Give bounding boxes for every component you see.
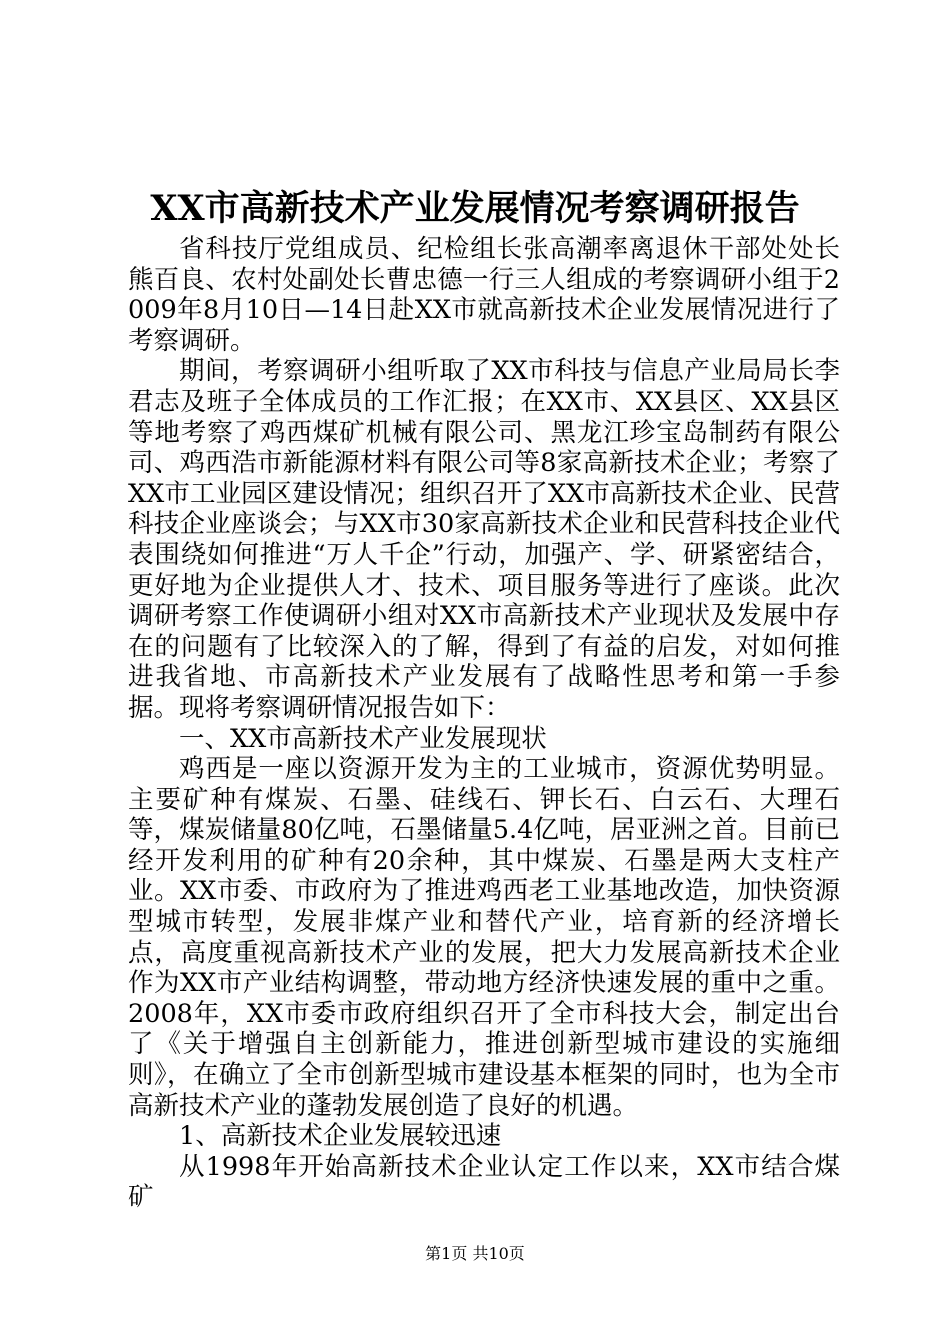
paragraph-investigation: 期间，考察调研小组听取了XX市科技与信息产业局局长李君志及班子全体成员的工作汇报；在XX市、XX县区、XX县区等地考察了鸡西煤矿机械有限公司、黑龙江珍宝岛制药有限公司、鸡西浩市新能源材料有限公司等8家高新技术企业；考察了XX市工业园区建设情况；组织召开了XX市高新技术企业、民营科技企业座谈会；与XX市30家高新技术企业和民营科技企业代表围绕如何推进“万人千企”行动，加强产、学、研紧密结合，更好地为企业提供人才、技术、项目服务等进行了座谈。此次调研考察工作使调研小组对XX市高新技术产业现状及发展中存在的问题有了比较深入的了解，得到了有益的启发，对如何推进我省地、市高新技术产业发展有了战略性思考和第一手参据。现将考察调研情况报告如下： [128, 356, 840, 723]
subsection-heading-1: 1、高新技术企业发展较迅速 [179, 1121, 502, 1152]
section-heading-1: 一、XX市高新技术产业发展现状 [179, 723, 547, 754]
paragraph-status: 鸡西是一座以资源开发为主的工业城市，资源优势明显。主要矿种有煤炭、石墨、硅线石、钾长石、白云石、大理石等，煤炭储量80亿吨，石墨储量5.4亿吨，居亚洲之首。目前已经开发利用的矿种有20余种，其中煤炭、石墨是两大支柱产业。XX市委、市政府为了推进鸡西老工业基地改造，加快资源型城市转型，发展非煤产业和替代产业，培育新的经济增长点，高度重视高新技术产业的发展，把大力发展高新技术企业作为XX市产业结构调整，带动地方经济快速发展的重中之重。2008年，XX市委市政府组织召开了全市科技大会，制定出台了《关于增强自主创新能力，推进创新型城市建设的实施细则》，在确立了全市创新型城市建设基本框架的同时，也为全市高新技术产业的蓬勃发展创造了良好的机遇。 [128, 754, 840, 1121]
document-title: XX市高新技术产业发展情况考察调研报告 [150, 188, 800, 229]
page-number-footer: 第1页 共10页 [425, 1244, 525, 1263]
paragraph-intro: 省科技厅党组成员、纪检组长张高潮率离退休干部处处长熊百良、农村处副处长曹忠德一行三人组成的考察调研小组于2009年8月10日—14日赴XX市就高新技术企业发展情况进行了考察调研。 [128, 234, 840, 356]
paragraph-history: 从1998年开始高新技术企业认定工作以来，XX市结合煤矿 [128, 1151, 840, 1213]
document-body [128, 234, 840, 1213]
